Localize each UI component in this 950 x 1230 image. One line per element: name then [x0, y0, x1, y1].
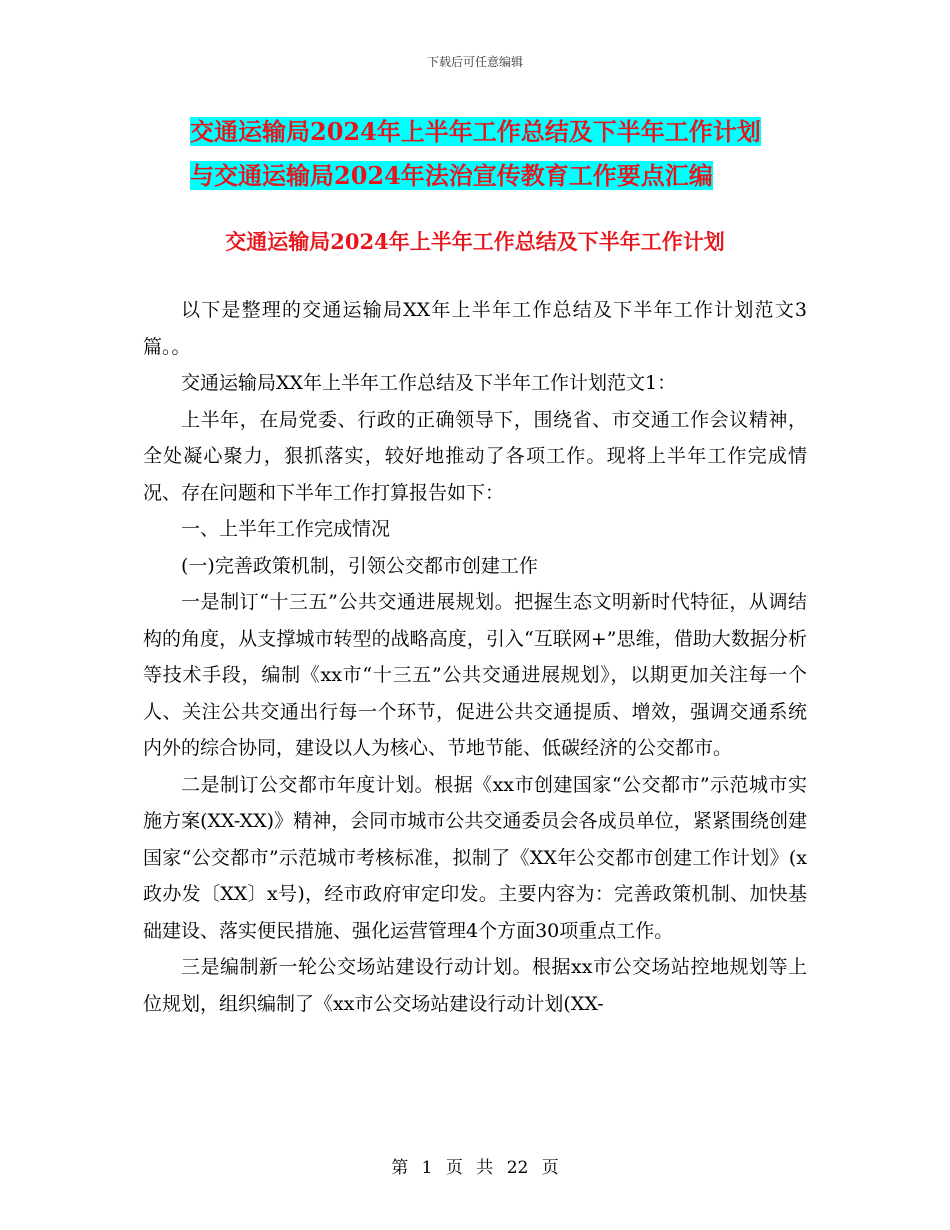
body-text [143, 292, 807, 1022]
paragraph: 一是制订“十三五”公共交通进展规划。把握生态文明新时代特征，从调结构的角度，从支撑城市转型的战略高度，引入“互联网+”思维，借助大数据分析等技术手段，编制《xx市“十三五”公共交通进展规划》，以期更加关注每一个人、关注公共交通出行每一个环节，促进公共交通提质、增效，强调交通系统内外的综合协同，建设以人为核心、节地节能、低碳经济的公交都市。 [143, 591, 807, 759]
main-title-line-1: 交通运输局2024年上半年工作总结及下半年工作计划 [190, 117, 761, 146]
paragraph: 上半年，在局党委、行政的正确领导下，围绕省、市交通工作会议精神，全处凝心聚力，狠抓落实，较好地推动了各项工作。现将上半年工作完成情况、存在问题和下半年工作打算报告如下： [143, 408, 807, 504]
paragraph: 二是制订公交都市年度计划。根据《xx市创建国家“公交都市”示范城市实施方案(XX-XX)》精神，会同市城市公共交通委员会各成员单位，紧紧围绕创建国家“公交都市”示范城市考核标准，拟制了《XX年公交都市创建工作计划》(x政办发〔XX〕x号)，经市政府审定印发。主要内容为：完善政策机制、加快基础建设、落实便民措施、强化运营管理4个方面30项重点工作。 [143, 773, 807, 942]
paragraph: 三是编制新一轮公交场站建设行动计划。根据xx市公交场站控地规划等上位规划，组织编制了《xx市公交场站建设行动计划(XX- [143, 956, 807, 1015]
paragraph: 以下是整理的交通运输局XX年上半年工作总结及下半年工作计划范文3篇。。 [143, 299, 807, 358]
paragraph: 一、上半年工作完成情况 [181, 518, 391, 540]
paragraph: (一)完善政策机制，引领公交都市创建工作 [181, 554, 538, 577]
paragraph: 交通运输局XX年上半年工作总结及下半年工作计划范文1： [181, 372, 677, 394]
header-note: 下载后可任意编辑 [426, 55, 523, 69]
main-title [190, 110, 830, 198]
main-title-line-2: 与交通运输局2024年法治宣传教育工作要点汇编 [190, 161, 713, 190]
section-title: 交通运输局2024年上半年工作总结及下半年工作计划 [225, 229, 725, 254]
page-footer: 第 1 页 共 22 页 [391, 1158, 559, 1178]
